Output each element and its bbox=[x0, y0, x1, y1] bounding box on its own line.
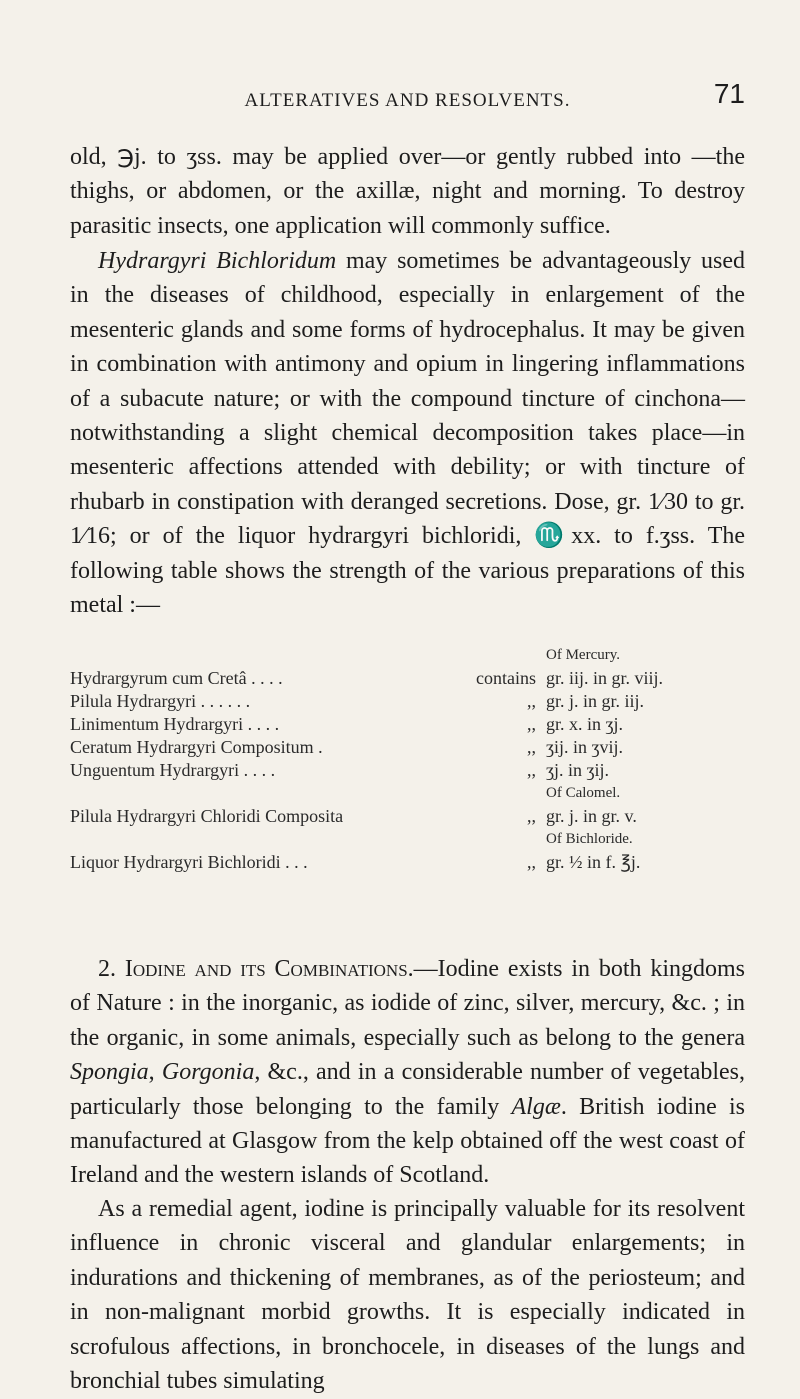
paragraph-2: Hydrargyri Bichloridum may sometimes be advantageously used in the diseases of childhood, especially in enlargement of the mesenteric glands and some forms of hydrocephalus. It may be given in combination with antimony and opium in lingering inflammations of a subacute nature; or with the compound tincture of cinchona—notwithstanding a slight chemical decomposition takes place—in mesenteric affections attended with debility; or with tincture of rhubarb in constipation with deranged secretions. Dose, gr. 1⁄30 to gr. 1⁄16; or of the liquor hydrargyri bichloridi, ♏xx. to f.ʒss. The following table shows the strength of the various preparations of this metal :— bbox=[70, 248, 746, 619]
paragraph-1 bbox=[70, 140, 745, 243]
paragraph-1-text: old, ℈j. to ʒss. may be applied over—or gently rubbed into —the thighs, or abdomen, or the axillæ, night and morning. To destroy parasitic insects, one application will commonly suffice. bbox=[70, 144, 745, 239]
running-head: ALTERATIVES AND RESOLVENTS. bbox=[244, 90, 571, 111]
dose-fraction-2: 1⁄16 bbox=[70, 523, 111, 550]
page-header bbox=[70, 78, 745, 118]
dose-fraction-1: 1⁄30 bbox=[647, 488, 688, 515]
section-heading: Iodine and its Combinations. bbox=[124, 956, 414, 982]
section-number: 2. bbox=[98, 956, 125, 982]
page-number: 71 bbox=[713, 78, 745, 109]
paragraph-3: 2. Iodine and its Combinations.—Iodine exists in both kingdoms of Nature : in the inorganic, as iodide of zinc, silver, mercury, &c. ; in the organic, in some animals, especially such as belong to the genera Spongia, Gorgonia, &c., and in a considerable number of vegetables, particularly those belonging to the family Algæ. British iodine is manufactured at Glasgow from the kelp obtained off the west coast of Ireland and the western islands of Scotland. bbox=[70, 956, 746, 1189]
table-row: Pilula Hydrargyri . . . . . . ,, gr. j. in gr. iij. bbox=[70, 691, 645, 711]
table-heading-bichloride: Of Bichloride. bbox=[546, 831, 633, 847]
table-row: Ceratum Hydrargyri Compositum . ,, ʒij. in ʒvij. bbox=[70, 737, 623, 757]
table-heading-calomel: Of Calomel. bbox=[546, 785, 621, 801]
paragraph-4-text: As a remedial agent, iodine is principally valuable for its resolvent influence in chronic visceral and glandular enlargements; in indurations and thickening of membranes, as of the periosteum; and in non-malignant morbid growths. It is especially indicated in scrofulous affections, in bronchocele, in diseases of the lungs and bronchial tubes simulating bbox=[70, 1196, 745, 1395]
table-heading-mercury: Of Mercury. bbox=[546, 647, 620, 663]
table-row: Linimentum Hydrargyri . . . . ,, gr. x. in ʒj. bbox=[70, 714, 623, 734]
bichloride-title: Hydrargyri Bichloridum bbox=[98, 248, 337, 274]
table-row: Liquor Hydrargyri Bichloridi . . . ,, gr. ½ in f. ℥j. bbox=[70, 852, 641, 872]
paragraph-4 bbox=[70, 1192, 745, 1398]
table-row: Unguentum Hydrargyri . . . . ,, ʒj. in ʒij. bbox=[70, 760, 609, 780]
mercury-preparations-table bbox=[70, 644, 745, 874]
table-row: Hydrargyrum cum Cretâ . . . . contains gr. iij. in gr. viij. bbox=[70, 668, 664, 688]
table-row: Pilula Hydrargyri Chloridi Composita ,, gr. j. in gr. v. bbox=[70, 806, 637, 826]
